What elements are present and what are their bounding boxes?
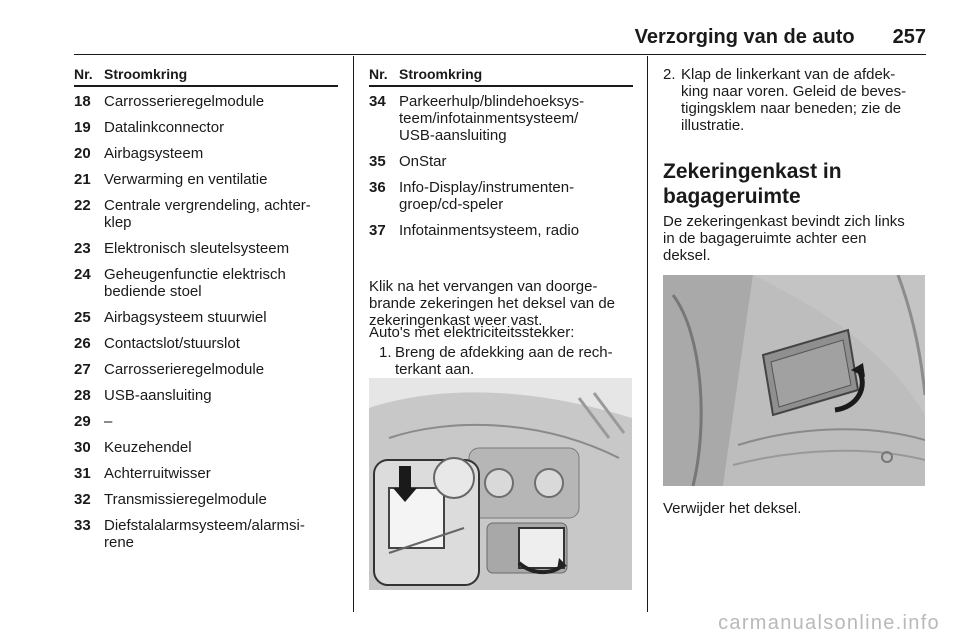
fuse-circuit: Keuzehendel	[104, 439, 192, 456]
dashboard-fuse-illustration	[369, 378, 632, 590]
fuse-number: 33	[74, 517, 91, 534]
table-row	[74, 119, 338, 136]
fuse-number: 24	[74, 266, 91, 283]
table-row	[74, 171, 338, 188]
fuse-number: 18	[74, 93, 91, 110]
fuse-number: 28	[74, 387, 91, 404]
page-title: Verzorging van de auto	[634, 26, 855, 48]
fuse-circuit: USB-aansluiting	[104, 387, 212, 404]
fuse-circuit: Datalinkconnector	[104, 119, 225, 136]
replace-fuse-paragraph: Klik na het vervangen van doorge- brande zekeringen het deksel van de zekeringenkast weer vast.	[369, 278, 616, 329]
fuse-number: 36	[369, 179, 386, 196]
table-row	[74, 93, 338, 110]
fuse-circuit: OnStar	[399, 153, 447, 170]
column-header-circuit: Stroomkring	[399, 66, 483, 82]
fuse-box-location-paragraph: De zekeringenkast bevindt zich links in de bagageruimte achter een deksel.	[663, 213, 905, 264]
table-row	[74, 517, 338, 551]
table-row	[369, 222, 633, 239]
fuse-circuit: Transmissieregelmodule	[104, 491, 267, 508]
plug-in-paragraph: Auto's met elektriciteitsstekker:	[369, 324, 575, 341]
luggage-drawing	[663, 275, 925, 486]
column-header-nr: Nr.	[369, 66, 388, 82]
fuse-circuit: Info-Display/instrumenten- groep/cd-speler	[399, 179, 575, 213]
table-row	[74, 413, 338, 430]
fuse-number: 20	[74, 145, 91, 162]
fuse-circuit: –	[104, 413, 113, 430]
page-header	[74, 26, 926, 52]
fuse-number: 19	[74, 119, 91, 136]
luggage-compartment-illustration	[663, 275, 925, 486]
step-1	[379, 344, 637, 378]
fuse-circuit: Diefstalalarmsysteem/alarmsi- rene	[104, 517, 305, 551]
step-number: 2.	[663, 66, 676, 83]
table-row	[74, 335, 338, 352]
fuse-number: 35	[369, 153, 386, 170]
table-body	[74, 93, 338, 551]
table-row	[74, 145, 338, 162]
table-row	[74, 491, 338, 508]
table-header-rule	[369, 85, 633, 87]
step-number: 1.	[379, 344, 392, 361]
fuse-circuit: Contactslot/stuurslot	[104, 335, 240, 352]
figure-caption: Verwijder het deksel.	[663, 500, 802, 517]
fuse-circuit: Elektronisch sleutelsysteem	[104, 240, 290, 257]
fuse-circuit: Airbagsysteem	[104, 145, 204, 162]
table-row	[74, 309, 338, 326]
fuse-circuit: Carrosserieregelmodule	[104, 361, 265, 378]
step-2	[663, 66, 927, 134]
fuse-number: 27	[74, 361, 91, 378]
column-header-nr: Nr.	[74, 66, 93, 82]
step-text: Klap de linkerkant van de afdek- king naar voren. Geleid de beves- tigingsklem naar beneden; zie de illustratie.	[681, 66, 907, 134]
column-divider-right	[647, 56, 648, 612]
table-row	[369, 93, 633, 144]
fuse-number: 21	[74, 171, 91, 188]
table-header	[369, 66, 633, 85]
table-header	[74, 66, 338, 85]
fuse-number: 34	[369, 93, 386, 110]
fuse-circuit: Infotainmentsysteem, radio	[399, 222, 580, 239]
fuse-circuit: Airbagsysteem stuurwiel	[104, 309, 267, 326]
dashboard-drawing	[369, 378, 632, 590]
fuse-circuit: Carrosserieregelmodule	[104, 93, 265, 110]
header-rule	[74, 54, 926, 55]
table-row	[74, 439, 338, 456]
fuse-number: 29	[74, 413, 91, 430]
table-row	[74, 240, 338, 257]
page-number: 257	[892, 26, 926, 48]
step-text: Breng de afdekking aan de rech- terkant aan.	[395, 344, 613, 378]
column-header-circuit: Stroomkring	[104, 66, 188, 82]
fuse-circuit: Verwarming en ventilatie	[104, 171, 268, 188]
fuse-table-middle	[369, 66, 633, 248]
section-heading: Zekeringenkast in bagageruimte	[663, 160, 842, 208]
fuse-number: 32	[74, 491, 91, 508]
table-row	[74, 465, 338, 482]
watermark: carmanualsonline.info	[718, 612, 940, 634]
fuse-number: 30	[74, 439, 91, 456]
fuse-circuit: Centrale vergrendeling, achter- klep	[104, 197, 311, 231]
fuse-number: 22	[74, 197, 91, 214]
fuse-number: 37	[369, 222, 386, 239]
fuse-number: 31	[74, 465, 91, 482]
column-divider-left	[353, 56, 354, 612]
fuse-circuit: Parkeerhulp/blindehoeksys- teem/infotainmentsysteem/ USB-aansluiting	[399, 93, 585, 144]
fuse-number: 23	[74, 240, 91, 257]
fuse-number: 25	[74, 309, 91, 326]
table-header-rule	[74, 85, 338, 87]
fuse-number: 26	[74, 335, 91, 352]
table-row	[74, 266, 338, 300]
table-row	[74, 387, 338, 404]
fuse-circuit: Achterruitwisser	[104, 465, 211, 482]
table-row	[74, 197, 338, 231]
table-row	[74, 361, 338, 378]
fuse-table-left	[74, 66, 338, 560]
fuse-circuit: Geheugenfunctie elektrisch bediende stoel	[104, 266, 286, 300]
table-body	[369, 93, 633, 239]
table-row	[369, 153, 633, 170]
table-row	[369, 179, 633, 213]
